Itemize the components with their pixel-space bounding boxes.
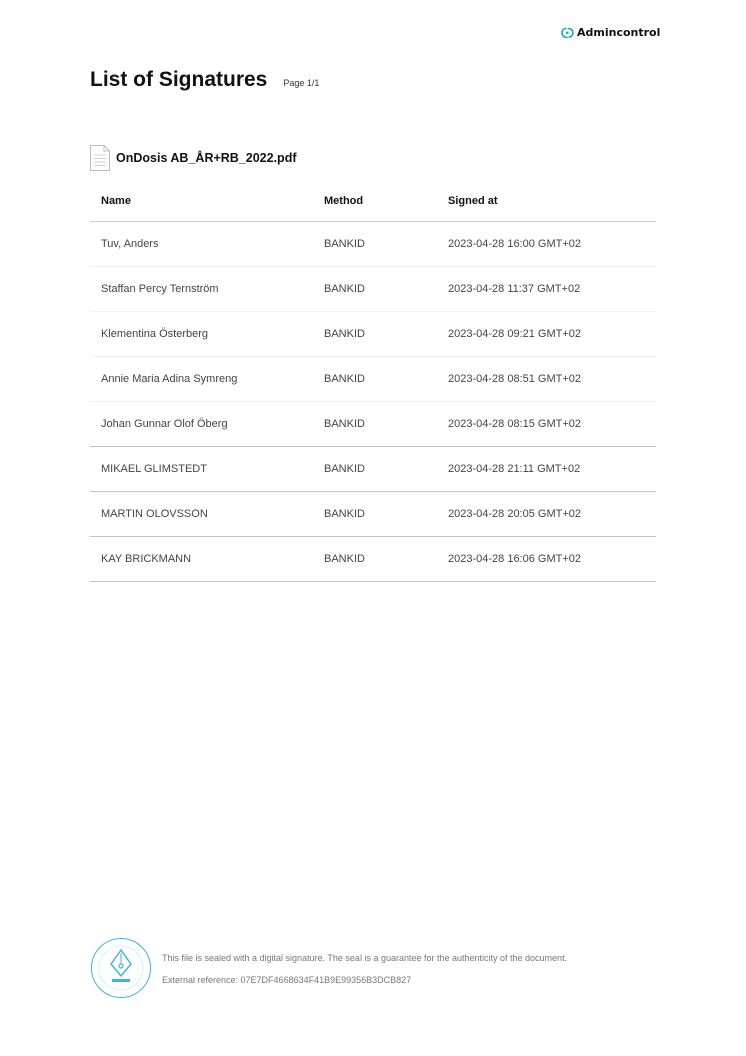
- signed-at: 2023-04-28 09:21 GMT+02: [437, 312, 656, 357]
- table-row: [90, 312, 656, 357]
- signing-method: BANKID: [313, 267, 437, 312]
- table-row: [90, 222, 656, 267]
- table-row: [90, 267, 656, 312]
- signatures-table: [90, 180, 656, 582]
- signer-name: Klementina Österberg: [90, 312, 313, 357]
- signer-name: MIKAEL GLIMSTEDT: [90, 447, 313, 492]
- signed-at: 2023-04-28 16:00 GMT+02: [437, 222, 656, 267]
- pen-nib-seal-icon: [90, 937, 152, 999]
- external-reference: External reference: 07E7DF4668634F41B9E99356B3DCB827: [162, 975, 412, 985]
- signer-name: Annie Maria Adina Symreng: [90, 357, 313, 402]
- column-header-method: Method: [313, 180, 437, 222]
- seal-notice: This file is sealed with a digital signature. The seal is a guarantee for the authenticity of the document.: [162, 953, 568, 963]
- file-name: OnDosis AB_ÅR+RB_2022.pdf: [116, 151, 297, 165]
- table-row: [90, 357, 656, 402]
- brand-name: Admincontrol: [577, 26, 661, 39]
- signing-method: BANKID: [313, 492, 437, 537]
- admincontrol-logo-icon: [561, 27, 574, 39]
- table-header-row: [90, 180, 656, 222]
- signed-at: 2023-04-28 08:15 GMT+02: [437, 402, 656, 447]
- signed-at: 2023-04-28 20:05 GMT+02: [437, 492, 656, 537]
- table-row: [90, 447, 656, 492]
- document-icon: [90, 145, 110, 171]
- signer-name: Staffan Percy Ternström: [90, 267, 313, 312]
- signer-name: KAY BRICKMANN: [90, 537, 313, 582]
- signer-name: Johan Gunnar Olof Öberg: [90, 402, 313, 447]
- page-number: Page 1/1: [283, 78, 320, 88]
- brand-logo: [561, 26, 660, 39]
- signing-method: BANKID: [313, 222, 437, 267]
- signed-at: 2023-04-28 16:06 GMT+02: [437, 537, 656, 582]
- signed-at: 2023-04-28 08:51 GMT+02: [437, 357, 656, 402]
- column-header-name: Name: [90, 180, 313, 222]
- table-row: [90, 537, 656, 582]
- signer-name: MARTIN OLOVSSON: [90, 492, 313, 537]
- page-header: [90, 68, 319, 92]
- signing-method: BANKID: [313, 447, 437, 492]
- page-title: List of Signatures: [90, 68, 268, 91]
- column-header-signed-at: Signed at: [437, 180, 656, 222]
- signing-method: BANKID: [313, 402, 437, 447]
- table-row: [90, 492, 656, 537]
- signing-method: BANKID: [313, 312, 437, 357]
- table-row: [90, 402, 656, 447]
- seal-footer: [90, 937, 567, 999]
- signing-method: BANKID: [313, 357, 437, 402]
- file-row: [90, 145, 297, 171]
- signing-method: BANKID: [313, 537, 437, 582]
- signer-name: Tuv, Anders: [90, 222, 313, 267]
- signed-at: 2023-04-28 21:11 GMT+02: [437, 447, 656, 492]
- seal-stamp: [90, 937, 152, 999]
- signed-at: 2023-04-28 11:37 GMT+02: [437, 267, 656, 312]
